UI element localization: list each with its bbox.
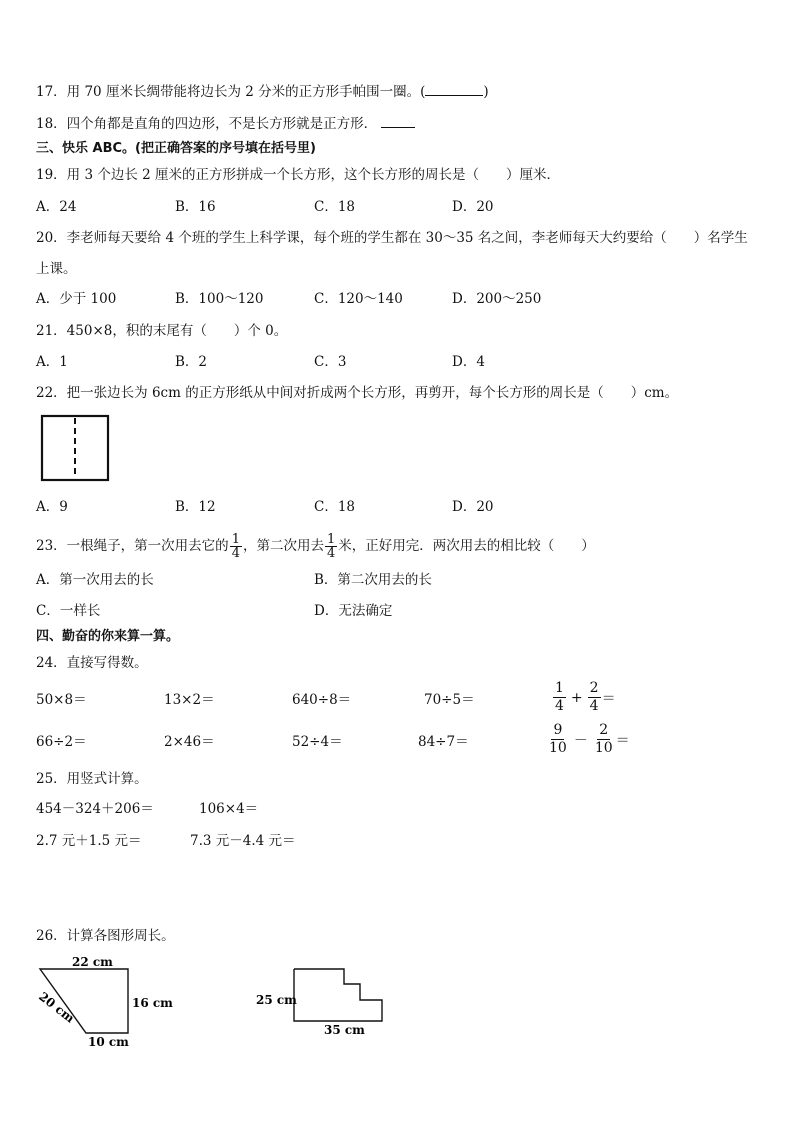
calc-item[interactable]: 50×8＝ (36, 692, 87, 708)
q21-option-a[interactable]: A．1 (36, 354, 68, 370)
fraction-expression-1[interactable]: $\frac{1}{4}$ + $\frac{2}{4}$ ＝ (555, 680, 616, 714)
question-22-text: 22．把一张边长为 6cm 的正方形纸从中间对折成两个长方形，再剪开，每个长方形的周长是（ ）cm。 (36, 385, 679, 401)
q22-option-c[interactable]: C．18 (314, 499, 356, 515)
question-17-text: 17．用 70 厘米长绸带能将边长为 2 分米的正方形手帕围一圈。( (36, 84, 426, 100)
q23-option-a[interactable]: A．第一次用去的长 (36, 572, 154, 588)
question-23 (36, 526, 595, 566)
section-3-title: 三、快乐 ABC。(把正确答案的序号填在括号里) (36, 141, 316, 156)
vertical-calc-item[interactable]: 106×4＝ (199, 801, 259, 817)
trapezoid-top-label: 22 cm (72, 955, 113, 969)
step-bottom-label: 35 cm (324, 1023, 365, 1037)
calc-item[interactable]: 640÷8＝ (292, 692, 352, 708)
q19-option-b[interactable]: B．16 (175, 199, 216, 215)
calc-item[interactable]: 13×2＝ (164, 692, 215, 708)
q21-option-d[interactable]: D．4 (452, 354, 485, 370)
vertical-calc-item[interactable]: 7.3 元－4.4 元＝ (190, 833, 296, 849)
q20-option-c[interactable]: C．120～140 (314, 291, 403, 307)
fraction: $\frac{2}{4}$ (589, 680, 599, 714)
q23-option-c[interactable]: C．一样长 (36, 603, 101, 619)
vertical-calc-item[interactable]: 2.7 元＋1.5 元＝ (36, 833, 142, 849)
answer-blank[interactable] (425, 83, 483, 96)
q22-option-a[interactable]: A．9 (36, 499, 68, 515)
q23-option-d[interactable]: D．无法确定 (314, 603, 393, 619)
q19-option-a[interactable]: A．24 (36, 199, 77, 215)
step-shape (294, 969, 382, 1021)
answer-blank[interactable] (381, 115, 415, 128)
q19-option-c[interactable]: C．18 (314, 199, 356, 215)
question-23-part2: ，第二次用去 (242, 538, 324, 554)
q23-option-b[interactable]: B．第二次用去的长 (314, 572, 432, 588)
question-18 (36, 115, 415, 133)
step-left-label: 25 cm (256, 993, 297, 1007)
fraction: $\frac{1}{4}$ (555, 680, 564, 714)
question-20-line2: 上课。 (36, 261, 77, 277)
question-23-part1: 23．一根绳子，第一次用去它的 (36, 538, 229, 554)
q22-option-b[interactable]: B．12 (175, 499, 216, 515)
question-23-part3: 米，正好用完．两次用去的相比较（ ） (338, 538, 595, 554)
fraction: $\frac{2}{10}$ (594, 722, 613, 756)
trapezoid-slant-label: 20 cm (36, 989, 77, 1026)
question-26-text: 26．计算各图形周长。 (36, 928, 175, 944)
calc-item[interactable]: 2×46＝ (164, 734, 215, 750)
fraction: $\frac{1}{4}$ (326, 532, 336, 561)
step-shape-figure (250, 960, 390, 1042)
question-21-text: 21．450×8，积的末尾有（ ）个 0。 (36, 323, 288, 339)
folded-square-figure (40, 414, 112, 484)
calc-item[interactable]: 70÷5＝ (424, 692, 475, 708)
q22-option-d[interactable]: D．20 (452, 499, 494, 515)
trapezoid-figure (30, 950, 180, 1050)
q21-option-c[interactable]: C．3 (314, 354, 347, 370)
fraction: $\frac{9}{10}$ (549, 722, 567, 756)
section-4-title: 四、勤奋的你来算一算。 (36, 629, 180, 644)
q20-option-d[interactable]: D．200～250 (452, 291, 542, 307)
question-24-text: 24．直接写得数。 (36, 655, 148, 671)
calc-item[interactable]: 84÷7＝ (418, 734, 469, 750)
calc-item[interactable]: 52÷4＝ (292, 734, 343, 750)
calc-item[interactable]: 66÷2＝ (36, 734, 87, 750)
fraction-expression-2[interactable]: $\frac{9}{10}$ － $\frac{2}{10}$ ＝ (549, 722, 630, 756)
vertical-calc-item[interactable]: 454－324＋206＝ (36, 801, 154, 817)
trapezoid-right-label: 16 cm (132, 996, 173, 1010)
fraction: $\frac{1}{4}$ (231, 532, 240, 561)
question-25-text: 25．用竖式计算。 (36, 771, 148, 787)
question-19-text: 19．用 3 个边长 2 厘米的正方形拼成一个长方形，这个长方形的周长是（ ）厘米． (36, 167, 561, 183)
trapezoid-bottom-label: 10 cm (88, 1035, 129, 1049)
q20-option-b[interactable]: B．100～120 (175, 291, 264, 307)
q19-option-d[interactable]: D．20 (452, 199, 494, 215)
q20-option-a[interactable]: A．少于 100 (36, 291, 117, 307)
question-17 (36, 83, 489, 101)
question-20-line1: 20．李老师每天要给 4 个班的学生上科学课，每个班的学生都在 30～35 名之间，李老师每天大约要给（ ）名学生 (36, 230, 748, 246)
question-18-text: 18．四个角都是直角的四边形，不是长方形就是正方形． (36, 116, 378, 132)
q21-option-b[interactable]: B．2 (175, 354, 208, 370)
question-17-close: ) (483, 84, 489, 100)
